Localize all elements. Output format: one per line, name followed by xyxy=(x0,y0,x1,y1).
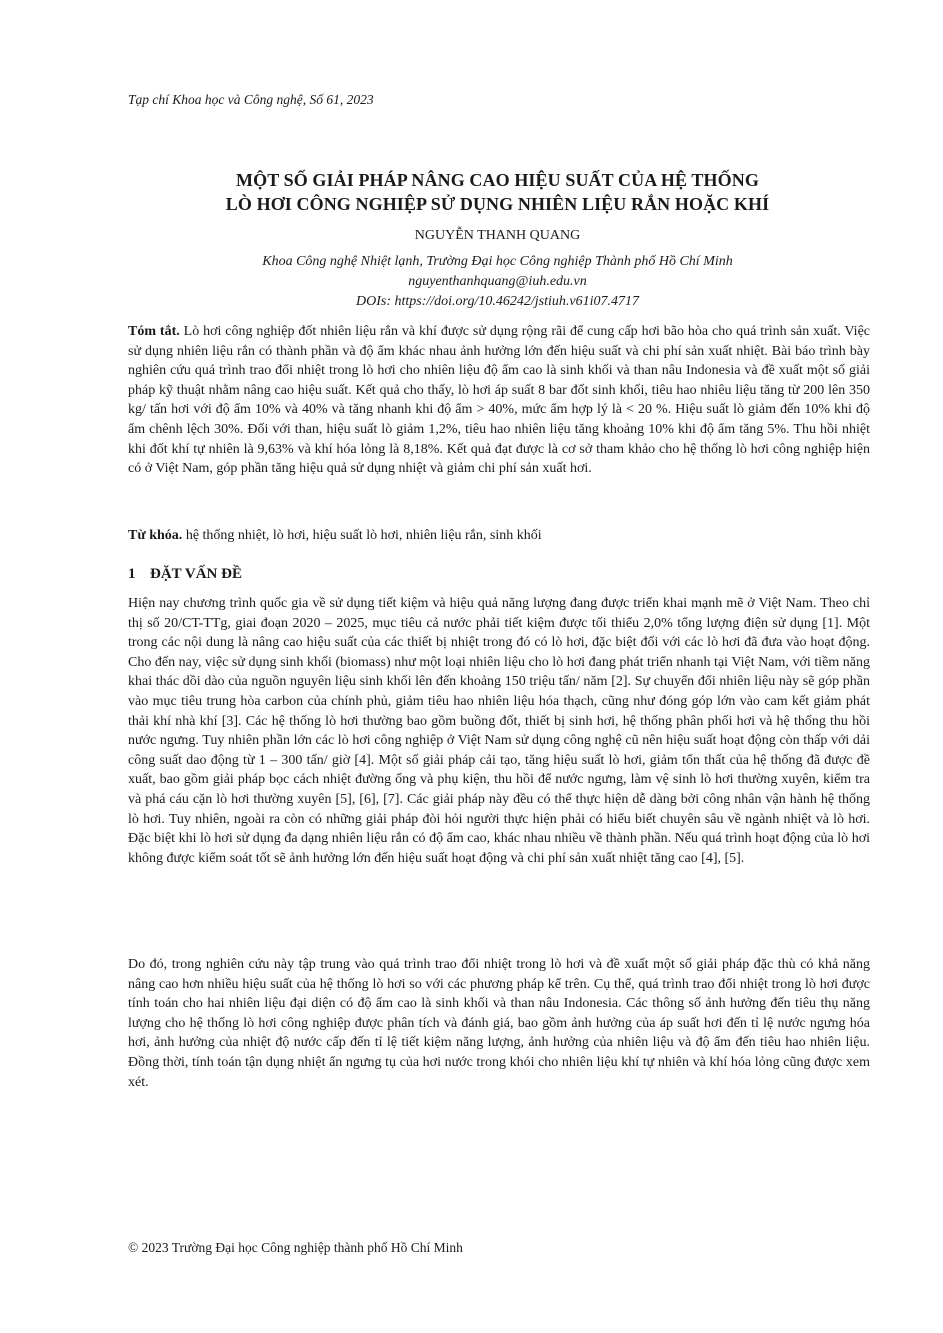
abstract xyxy=(128,322,870,479)
footer-copyright: © 2023 Trường Đại học Công nghiệp thành phố Hồ Chí Minh xyxy=(128,1240,463,1255)
keywords-label: Từ khóa. xyxy=(128,528,183,543)
abstract-text: Lò hơi công nghiệp đốt nhiên liệu rắn và khí được sử dụng rộng rãi để cung cấp hơi bão hòa cho quá trình sản xuất. Việc sử dụng nhiên liệu rắn có thành phần và độ ẩm khác nhau ảnh hưởng lớn đến hiệu suất và chi phí sản xuất nhiệt. Bài báo trình bày nghiên cứu quá trình trao đổi nhiệt trong lò hơi cho nhiên liệu độ ẩm cao là sinh khối và than nâu Indonesia và đề xuất một số giải pháp kỹ thuật nhằm nâng cao hiệu suất. Kết quả cho thấy, lò hơi áp suất 8 bar đốt sinh khối, tiêu hao nhiêu liệu tăng từ 200 lên 350 kg/ tấn hơi với độ ẩm 10% và 40% và tăng nhanh khi độ ẩm > 40%, mức ẩm hợp lý là < 20 %. Hiệu suất lò giảm đến 10% khi độ ẩm chênh lệch 30%. Đối với than, hiệu suất lò giảm 1,2%, tiêu hao nhiên liệu tăng khoảng 10% khi độ ẩm tăng 5%. Thu hồi nhiệt khi đốt khí tự nhiên là 9,63% và khí hóa lỏng là 8,18%. Kết quả đạt được là cơ sở tham khảo cho hệ thống lò hơi công nghiệp hiện có ở Việt Nam, góp phần tăng hiệu quả sử dụng nhiệt và giảm chi phí sản xuất hơi. xyxy=(128,324,870,477)
paragraph-1: Hiện nay chương trình quốc gia về sử dụng tiết kiệm và hiệu quả năng lượng đang được triển khai mạnh mẽ ở Việt Nam. Theo chỉ thị số 20/CT-TTg, giai đoạn 2020 – 2025, mục tiêu cả nước phải tiết kiệm được tối thiểu 2,0% tổng lượng điện sử dụng [1]. Một trong các nội dung là nâng cao hiệu suất của các thiết bị nhiệt trong đó có lò hơi, đặc biệt đối với các lò hơi đã đưa vào hoạt động. Cho đến nay, việc sử dụng sinh khối (biomass) như một loại nhiên liệu cho lò hơi đang phát triển nhanh tại Việt Nam, với tiềm năng khai thác dồi dào của nguồn nguyên liệu sinh khối lên đến khoảng 150 triệu tấn/ năm [2]. Sự chuyển đổi nhiên liệu này sẽ góp phần vào mục tiêu trung hòa carbon của chính phủ, giảm tiêu hao nhiên liệu hóa thạch, cũng như đóng góp lớn vào cam kết giảm phát thải khí nhà khí [3]. Các hệ thống lò hơi thường bao gồm buồng đốt, thiết bị sinh hơi, hệ thống phân phối hơi và hệ thống thu hồi nước ngưng. Tuy nhiên phần lớn các lò hơi công nghiệp ở Việt Nam sử dụng công nghệ cũ nên hiệu suất hoạt động còn thấp với dải công suất dao động từ 1 – 300 tấn/ giờ [4]. Một số giải pháp cải tạo, tăng hiệu suất lò hơi, giảm tổn thất của hệ thống đã được đề xuất, bao gồm giải pháp bọc cách nhiệt đường ống và phụ kiện, thu hồi để nước ngưng, làm vệ sinh lò hơi thường xuyên, kiểm tra và phá cáu cặn lò hơi thường xuyên [5], [6], [7]. Các giải pháp này đều có thể thực hiện dễ dàng bởi công nhân vận hành hệ thống lò hơi. Tuy nhiên, ngoài ra còn có những giải pháp đòi hỏi người thực hiện phải có hiểu biết chuyên sâu về ngành nhiệt và lò hơi. Đặc biệt khi lò hơi sử dụng đa dạng nhiên liệu rắn có độ ẩm cao, khác nhau nhiều về thành phần. Nếu quá trình hoạt động của lò hơi không được kiểm soát tốt sẽ ảnh hưởng lớn đến hiệu suất hoạt động và chi phí sản xuất nhiệt tăng cao [4], [5]. xyxy=(128,596,870,866)
keywords-text: hệ thống nhiệt, lò hơi, hiệu suất lò hơi, nhiên liệu rắn, sinh khối xyxy=(182,528,542,543)
title-line-2: LÒ HƠI CÔNG NGHIỆP SỬ DỤNG NHIÊN LIỆU RẮN HOẶC KHÍ xyxy=(225,194,770,214)
paragraph-2: Do đó, trong nghiên cứu này tập trung vào quá trình trao đổi nhiệt trong lò hơi và đề xuất một số giải pháp đặc thù có khả năng nâng cao hơn nhiều hiệu suất của hệ thống lò hơi so với các phương pháp kể trên. Cụ thể, quá trình trao đổi nhiệt trong lò hơi được tính toán cho hai nhiên liệu đại diện có độ ẩm cao là sinh khối và than nâu Indonesia. Các thông số ảnh hưởng đến tiêu thụ năng lượng cho hệ thống lò hơi công nghiệp được phân tích và đánh giá, bao gồm ảnh hưởng của áp suất hơi đến tỉ lệ nước ngưng hóa hơi, ảnh hưởng của nhiệt độ nước cấp đến tỉ lệ tiết kiệm năng lượng, ảnh hưởng của nhiên liệu và độ ẩm đến tiêu hao nhiên liệu. Đồng thời, tính toán tận dụng nhiệt ẩn ngưng tụ của hơi nước trong khói cho nhiên liệu khí tự nhiên và khí hóa lỏng cũng được xem xét. xyxy=(128,957,870,1090)
affiliation: Khoa Công nghệ Nhiệt lạnh, Trường Đại học Công nghiệp Thành phố Hồ Chí Minh xyxy=(262,254,733,269)
paper-title xyxy=(110,168,885,216)
author-email: nguyenthanhquang@iuh.edu.vn xyxy=(408,274,587,289)
journal-header: Tạp chí Khoa học và Công nghệ, Số 61, 2023 xyxy=(128,92,374,107)
section-heading xyxy=(128,566,242,583)
keywords xyxy=(128,526,870,546)
doi: DOIs: https://doi.org/10.46242/jstiuh.v61i07.4717 xyxy=(356,294,639,309)
author-name: NGUYỄN THANH QUANG xyxy=(414,228,581,243)
section-title: ĐẶT VẤN ĐỀ xyxy=(150,566,242,582)
section-number: 1 xyxy=(128,566,136,582)
title-line-1: MỘT SỐ GIẢI PHÁP NÂNG CAO HIỆU SUẤT CỦA HỆ THỐNG xyxy=(236,170,759,190)
author-info xyxy=(110,252,885,312)
abstract-label: Tóm tắt. xyxy=(128,324,180,339)
